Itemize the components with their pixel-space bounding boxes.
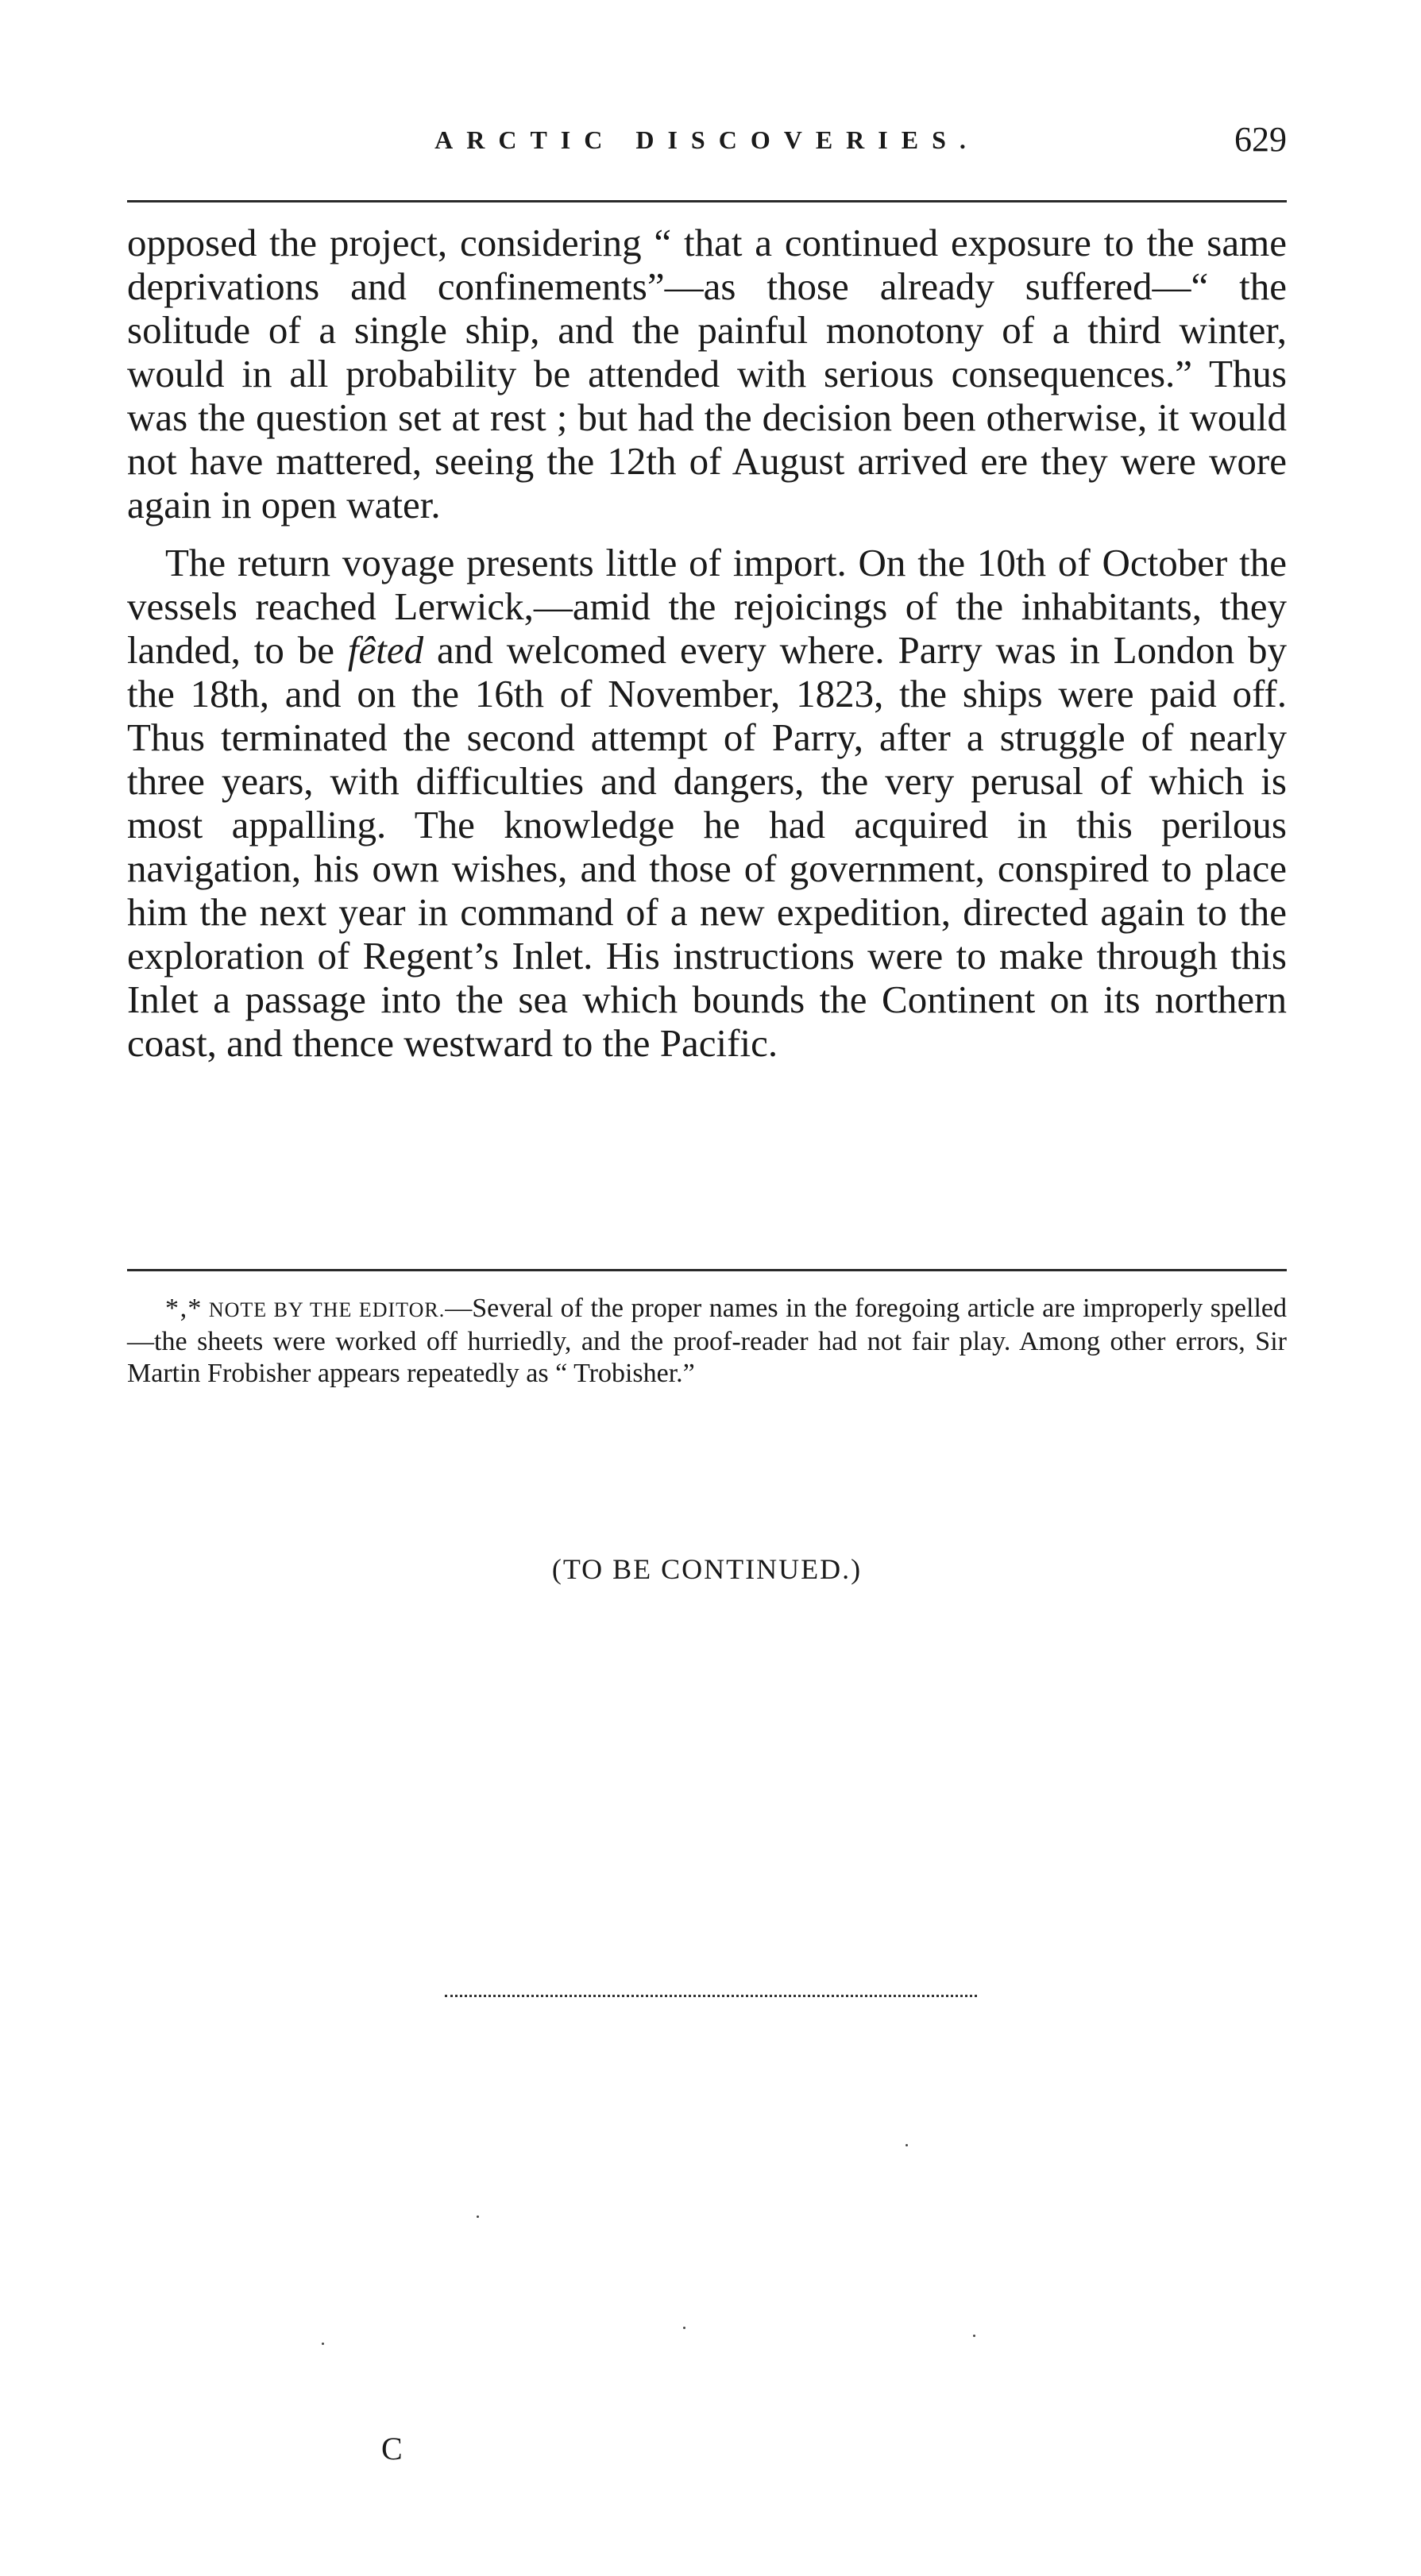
print-speck <box>973 2335 975 2337</box>
print-speck <box>322 2343 324 2345</box>
footnote-label: NOTE BY THE EDITOR. <box>208 1298 446 1321</box>
print-speck <box>477 2215 479 2218</box>
print-speck <box>683 2327 685 2329</box>
page-number: 629 <box>1234 120 1287 159</box>
paragraph-2-part-b: and welcomed every where. Parry was in London by the 18th, and on the 16th of November, 1823, the ships were paid off. Thus terminated the second attempt of Parry, after a struggle of nearly three years, with difficulties and dangers, the very perusal of which is most appalling. The knowledge he had acquired in this perilous navigation, his own wishes, and those of government, conspired to place him the next year in command of a new expedition, directed again to the exploration of Regent’s Inlet. His instructions were to make through this Inlet a passage into the sea which bounds the Continent on its northern coast, and thence westward to the Pacific. <box>127 628 1287 1065</box>
paragraph-2-italic: fêted <box>347 628 424 672</box>
signature-mark: C <box>381 2431 403 2466</box>
paragraph-2 <box>127 541 1287 1065</box>
to-be-continued: (TO BE CONTINUED.) <box>551 1553 863 1585</box>
footnote-text: —Several of the proper names in the foregoing article are improperly spelled—the sheets were worked off hurriedly, and the proof-reader had not fair play. Among other errors, Sir Martin Frobisher appears repeatedly as “ Trobisher.” <box>127 1294 1288 1388</box>
editor-footnote <box>127 1293 1287 1390</box>
paragraph-2-part-a: The return voyage presents little of import. On the 10th of October the vessels reached Lerwick,—amid the rejoicings of the inhabitants, they landed, to be <box>127 541 1287 672</box>
paragraph-1: opposed the project, considering “ that a continued exposure to the same deprivations and confinements”—as those already suffered—“ the solitude of a single ship, and the painful monotony of a third winter, would in all probability be attended with serious consequences.” Thus was the question set at rest ; but had the decision been otherwise, it would not have mattered, seeing the 12th of August arrived ere they were wore again in open water. <box>127 221 1287 526</box>
header-rule <box>127 200 1287 202</box>
end-ornament-rule <box>445 1995 977 1997</box>
footnote-marker: *‚* <box>165 1294 202 1323</box>
running-title: ARCTIC DISCOVERIES. <box>434 125 979 154</box>
print-speck <box>906 2144 908 2146</box>
running-head <box>127 119 1287 167</box>
footnote-rule <box>127 1269 1287 1271</box>
body-text <box>127 221 1287 1079</box>
